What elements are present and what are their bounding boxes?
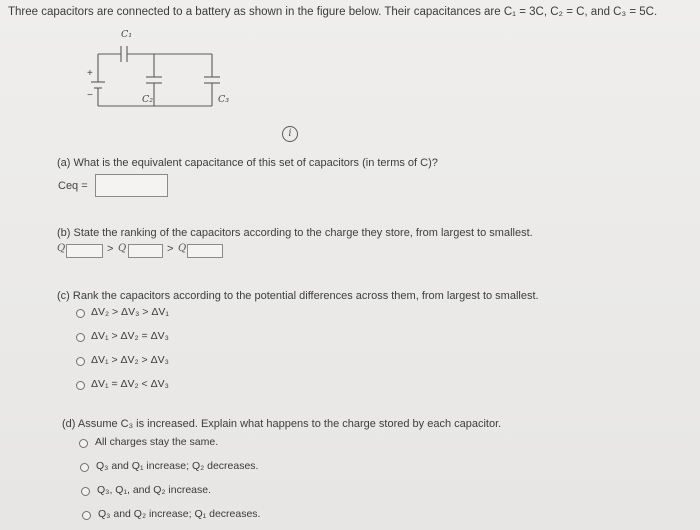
- part-c-radio-4[interactable]: [76, 381, 85, 390]
- problem-statement: Three capacitors are connected to a battery as shown in the figure below. Their capacitances are C₁ = 3C, C₂ = C, and C₃ = 5C.: [8, 6, 658, 18]
- part-d-option-4[interactable]: Q₃ and Q₂ increase; Q₁ decreases.: [98, 508, 261, 520]
- circuit-diagram: [78, 26, 238, 126]
- part-b-question: (b) State the ranking of the capacitors according to the charge they store, from largest to smallest.: [57, 227, 533, 239]
- rank-gt-2: >: [167, 243, 174, 255]
- ceq-input[interactable]: [95, 174, 168, 197]
- rank-input-3[interactable]: [187, 244, 223, 258]
- part-c-radio-1[interactable]: [76, 309, 85, 318]
- ceq-label: Ceq =: [58, 180, 88, 192]
- part-d-radio-1[interactable]: [79, 439, 88, 448]
- rank-gt-1: >: [107, 243, 114, 255]
- part-d-option-2[interactable]: Q₃ and Q₁ increase; Q₂ decreases.: [96, 460, 259, 472]
- part-c-option-4[interactable]: ΔV₁ = ΔV₂ < ΔV₃: [91, 378, 169, 390]
- part-a-question: (a) What is the equivalent capacitance of this set of capacitors (in terms of C)?: [57, 157, 438, 169]
- label-c1: C₁: [121, 29, 133, 40]
- label-c3: C₃: [218, 94, 230, 105]
- info-icon[interactable]: i: [282, 126, 298, 142]
- part-c-radio-2[interactable]: [76, 333, 85, 342]
- part-d-option-3[interactable]: Q₃, Q₁, and Q₂ increase.: [97, 484, 212, 496]
- rank-symbol-1: Q: [57, 243, 66, 254]
- battery-plus: +: [87, 68, 93, 79]
- part-d-option-1[interactable]: All charges stay the same.: [95, 436, 219, 448]
- rank-input-2[interactable]: [128, 244, 163, 258]
- battery-minus: −: [87, 90, 93, 101]
- rank-symbol-2: Q: [118, 243, 127, 254]
- label-c2: C₂: [142, 94, 154, 105]
- part-c-radio-3[interactable]: [76, 357, 85, 366]
- rank-input-1[interactable]: [66, 244, 103, 258]
- part-d-radio-3[interactable]: [81, 487, 90, 496]
- part-c-option-3[interactable]: ΔV₁ > ΔV₂ > ΔV₃: [91, 354, 169, 366]
- part-c-question: (c) Rank the capacitors according to the potential differences across them, from largest to smallest.: [57, 290, 539, 302]
- part-d-radio-4[interactable]: [82, 511, 91, 520]
- part-c-option-1[interactable]: ΔV₂ > ΔV₃ > ΔV₁: [91, 306, 169, 318]
- part-d-radio-2[interactable]: [80, 463, 89, 472]
- part-c-option-2[interactable]: ΔV₁ > ΔV₂ = ΔV₃: [91, 330, 169, 342]
- part-d-question: (d) Assume C₃ is increased. Explain what happens to the charge stored by each capacitor.: [62, 418, 502, 430]
- rank-symbol-3: Q: [178, 243, 187, 254]
